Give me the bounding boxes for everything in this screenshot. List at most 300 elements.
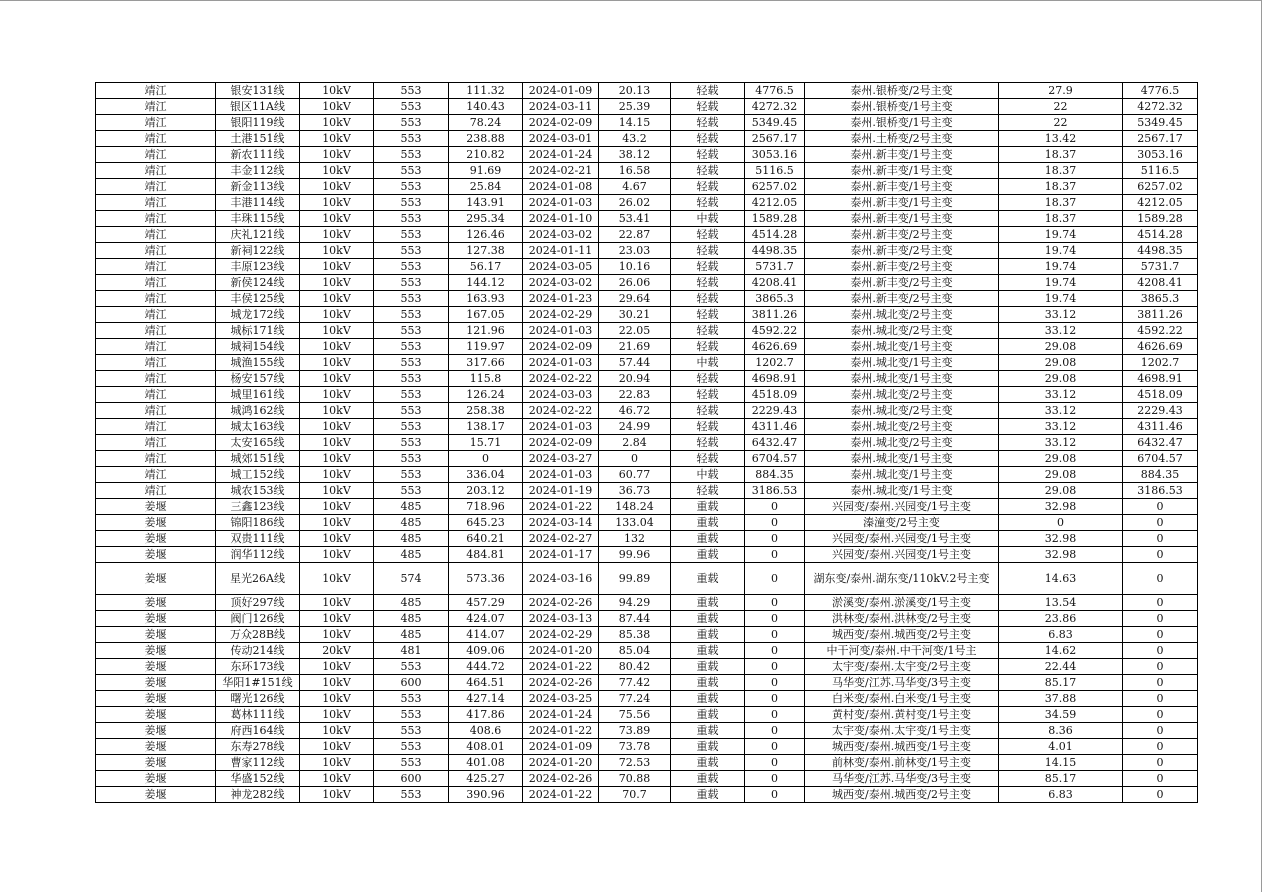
date-cell: 2024-03-02 xyxy=(523,275,599,291)
transformer-load-rate-cell: 22 xyxy=(999,115,1123,131)
line-name-cell: 新侯124线 xyxy=(216,275,300,291)
substation-transformer-cell: 泰州.新丰变/1号主变 xyxy=(805,211,999,227)
line-name-cell: 城龙172线 xyxy=(216,307,300,323)
rated-capacity-cell: 485 xyxy=(374,531,449,547)
district-cell: 靖江 xyxy=(96,467,216,483)
line-name-cell: 城郊151线 xyxy=(216,451,300,467)
line-name-cell: 银区11A线 xyxy=(216,99,300,115)
district-cell: 靖江 xyxy=(96,163,216,179)
max-load-cell: 645.23 xyxy=(449,515,523,531)
substation-transformer-cell: 泰州.城北变/2号主变 xyxy=(805,307,999,323)
load-rate-cell: 85.38 xyxy=(599,627,671,643)
remaining-capacity-cell: 3811.26 xyxy=(1123,307,1198,323)
available-capacity-cell: 0 xyxy=(745,675,805,691)
available-capacity-cell: 0 xyxy=(745,739,805,755)
rated-capacity-cell: 553 xyxy=(374,723,449,739)
table-row xyxy=(96,723,1198,739)
max-load-cell: 295.34 xyxy=(449,211,523,227)
remaining-capacity-cell: 6704.57 xyxy=(1123,451,1198,467)
load-status-cell: 轻载 xyxy=(671,131,745,147)
rated-capacity-cell: 485 xyxy=(374,547,449,563)
substation-transformer-cell: 泰州.新丰变/2号主变 xyxy=(805,227,999,243)
line-name-cell: 曙光126线 xyxy=(216,691,300,707)
load-rate-cell: 30.21 xyxy=(599,307,671,323)
available-capacity-cell: 1202.7 xyxy=(745,355,805,371)
date-cell: 2024-02-29 xyxy=(523,307,599,323)
rated-capacity-cell: 485 xyxy=(374,515,449,531)
line-name-cell: 神龙282线 xyxy=(216,787,300,803)
load-status-cell: 轻载 xyxy=(671,275,745,291)
load-rate-cell: 80.42 xyxy=(599,659,671,675)
load-status-cell: 轻载 xyxy=(671,163,745,179)
substation-transformer-cell: 泰州.城北变/1号主变 xyxy=(805,371,999,387)
load-rate-cell: 20.13 xyxy=(599,83,671,99)
load-status-cell: 轻载 xyxy=(671,291,745,307)
substation-transformer-cell: 泰州.土桥变/2号主变 xyxy=(805,131,999,147)
load-rate-cell: 26.06 xyxy=(599,275,671,291)
load-rate-cell: 132 xyxy=(599,531,671,547)
district-cell: 靖江 xyxy=(96,211,216,227)
line-name-cell: 丰珠115线 xyxy=(216,211,300,227)
remaining-capacity-cell: 0 xyxy=(1123,531,1198,547)
load-status-cell: 重载 xyxy=(671,771,745,787)
table-row xyxy=(96,739,1198,755)
district-cell: 姜堰 xyxy=(96,611,216,627)
remaining-capacity-cell: 4514.28 xyxy=(1123,227,1198,243)
load-status-cell: 重载 xyxy=(671,547,745,563)
feeder-load-table xyxy=(95,82,1198,803)
remaining-capacity-cell: 6257.02 xyxy=(1123,179,1198,195)
load-status-cell: 轻载 xyxy=(671,387,745,403)
substation-transformer-cell: 兴园变/泰州.兴园变/1号主变 xyxy=(805,499,999,515)
max-load-cell: 111.32 xyxy=(449,83,523,99)
load-status-cell: 轻载 xyxy=(671,419,745,435)
table-row xyxy=(96,659,1198,675)
load-rate-cell: 2.84 xyxy=(599,435,671,451)
date-cell: 2024-01-24 xyxy=(523,147,599,163)
line-name-cell: 丰侯125线 xyxy=(216,291,300,307)
line-name-cell: 顶好297线 xyxy=(216,595,300,611)
table-row xyxy=(96,259,1198,275)
rated-capacity-cell: 553 xyxy=(374,195,449,211)
remaining-capacity-cell: 4518.09 xyxy=(1123,387,1198,403)
max-load-cell: 401.08 xyxy=(449,755,523,771)
district-cell: 姜堰 xyxy=(96,675,216,691)
load-status-cell: 重载 xyxy=(671,691,745,707)
available-capacity-cell: 4698.91 xyxy=(745,371,805,387)
date-cell: 2024-01-20 xyxy=(523,643,599,659)
date-cell: 2024-01-03 xyxy=(523,419,599,435)
max-load-cell: 464.51 xyxy=(449,675,523,691)
district-cell: 姜堰 xyxy=(96,787,216,803)
transformer-load-rate-cell: 29.08 xyxy=(999,467,1123,483)
voltage-cell: 10kV xyxy=(300,275,374,291)
remaining-capacity-cell: 0 xyxy=(1123,755,1198,771)
available-capacity-cell: 2229.43 xyxy=(745,403,805,419)
voltage-cell: 10kV xyxy=(300,515,374,531)
load-status-cell: 重载 xyxy=(671,563,745,595)
table-row xyxy=(96,707,1198,723)
date-cell: 2024-01-19 xyxy=(523,483,599,499)
load-rate-cell: 73.78 xyxy=(599,739,671,755)
line-name-cell: 城工152线 xyxy=(216,467,300,483)
available-capacity-cell: 0 xyxy=(745,787,805,803)
line-name-cell: 丰金112线 xyxy=(216,163,300,179)
rated-capacity-cell: 553 xyxy=(374,467,449,483)
rated-capacity-cell: 553 xyxy=(374,147,449,163)
available-capacity-cell: 0 xyxy=(745,563,805,595)
voltage-cell: 10kV xyxy=(300,211,374,227)
date-cell: 2024-03-27 xyxy=(523,451,599,467)
transformer-load-rate-cell: 19.74 xyxy=(999,275,1123,291)
rated-capacity-cell: 553 xyxy=(374,83,449,99)
substation-transformer-cell: 泰州.新丰变/2号主变 xyxy=(805,259,999,275)
table-row xyxy=(96,643,1198,659)
max-load-cell: 409.06 xyxy=(449,643,523,659)
table-row xyxy=(96,339,1198,355)
transformer-load-rate-cell: 14.15 xyxy=(999,755,1123,771)
table-row xyxy=(96,371,1198,387)
available-capacity-cell: 6257.02 xyxy=(745,179,805,195)
date-cell: 2024-01-03 xyxy=(523,467,599,483)
date-cell: 2024-01-09 xyxy=(523,739,599,755)
table-row xyxy=(96,691,1198,707)
substation-transformer-cell: 泰州.城北变/2号主变 xyxy=(805,387,999,403)
transformer-load-rate-cell: 33.12 xyxy=(999,323,1123,339)
line-name-cell: 丰原123线 xyxy=(216,259,300,275)
date-cell: 2024-01-08 xyxy=(523,179,599,195)
district-cell: 靖江 xyxy=(96,435,216,451)
rated-capacity-cell: 553 xyxy=(374,179,449,195)
line-name-cell: 锦阳186线 xyxy=(216,515,300,531)
substation-transformer-cell: 泰州.银桥变/1号主变 xyxy=(805,99,999,115)
max-load-cell: 127.38 xyxy=(449,243,523,259)
load-status-cell: 轻载 xyxy=(671,99,745,115)
substation-transformer-cell: 泰州.银桥变/1号主变 xyxy=(805,115,999,131)
district-cell: 姜堰 xyxy=(96,547,216,563)
rated-capacity-cell: 553 xyxy=(374,659,449,675)
available-capacity-cell: 4498.35 xyxy=(745,243,805,259)
voltage-cell: 10kV xyxy=(300,595,374,611)
line-name-cell: 银安131线 xyxy=(216,83,300,99)
rated-capacity-cell: 553 xyxy=(374,403,449,419)
available-capacity-cell: 0 xyxy=(745,707,805,723)
rated-capacity-cell: 553 xyxy=(374,131,449,147)
date-cell: 2024-02-22 xyxy=(523,403,599,419)
transformer-load-rate-cell: 0 xyxy=(999,515,1123,531)
date-cell: 2024-02-09 xyxy=(523,339,599,355)
substation-transformer-cell: 泰州.新丰变/2号主变 xyxy=(805,291,999,307)
voltage-cell: 10kV xyxy=(300,291,374,307)
available-capacity-cell: 2567.17 xyxy=(745,131,805,147)
line-name-cell: 东环173线 xyxy=(216,659,300,675)
table-row xyxy=(96,435,1198,451)
available-capacity-cell: 0 xyxy=(745,531,805,547)
remaining-capacity-cell: 5731.7 xyxy=(1123,259,1198,275)
line-name-cell: 华阳1#151线 xyxy=(216,675,300,691)
table-row xyxy=(96,451,1198,467)
max-load-cell: 144.12 xyxy=(449,275,523,291)
line-name-cell: 太安165线 xyxy=(216,435,300,451)
available-capacity-cell: 6432.47 xyxy=(745,435,805,451)
transformer-load-rate-cell: 6.83 xyxy=(999,787,1123,803)
rated-capacity-cell: 553 xyxy=(374,435,449,451)
rated-capacity-cell: 574 xyxy=(374,563,449,595)
remaining-capacity-cell: 4212.05 xyxy=(1123,195,1198,211)
voltage-cell: 10kV xyxy=(300,163,374,179)
max-load-cell: 210.82 xyxy=(449,147,523,163)
transformer-load-rate-cell: 4.01 xyxy=(999,739,1123,755)
table-row xyxy=(96,547,1198,563)
line-name-cell: 庆礼121线 xyxy=(216,227,300,243)
district-cell: 靖江 xyxy=(96,291,216,307)
rated-capacity-cell: 485 xyxy=(374,595,449,611)
available-capacity-cell: 4518.09 xyxy=(745,387,805,403)
max-load-cell: 115.8 xyxy=(449,371,523,387)
remaining-capacity-cell: 5349.45 xyxy=(1123,115,1198,131)
voltage-cell: 10kV xyxy=(300,611,374,627)
line-name-cell: 三鑫123线 xyxy=(216,499,300,515)
substation-transformer-cell: 淤溪变/泰州.淤溪变/1号主变 xyxy=(805,595,999,611)
load-status-cell: 轻载 xyxy=(671,403,745,419)
voltage-cell: 10kV xyxy=(300,227,374,243)
rated-capacity-cell: 553 xyxy=(374,371,449,387)
load-rate-cell: 14.15 xyxy=(599,115,671,131)
substation-transformer-cell: 兴园变/泰州.兴园变/1号主变 xyxy=(805,531,999,547)
load-status-cell: 轻载 xyxy=(671,435,745,451)
max-load-cell: 15.71 xyxy=(449,435,523,451)
table-row xyxy=(96,531,1198,547)
available-capacity-cell: 0 xyxy=(745,771,805,787)
transformer-load-rate-cell: 29.08 xyxy=(999,371,1123,387)
substation-transformer-cell: 泰州.城北变/1号主变 xyxy=(805,355,999,371)
voltage-cell: 20kV xyxy=(300,643,374,659)
transformer-load-rate-cell: 14.62 xyxy=(999,643,1123,659)
line-name-cell: 城太163线 xyxy=(216,419,300,435)
transformer-load-rate-cell: 19.74 xyxy=(999,291,1123,307)
remaining-capacity-cell: 0 xyxy=(1123,691,1198,707)
remaining-capacity-cell: 0 xyxy=(1123,707,1198,723)
transformer-load-rate-cell: 22.44 xyxy=(999,659,1123,675)
district-cell: 靖江 xyxy=(96,275,216,291)
district-cell: 靖江 xyxy=(96,483,216,499)
substation-transformer-cell: 泰州.新丰变/1号主变 xyxy=(805,163,999,179)
substation-transformer-cell: 城西变/泰州.城西变/2号主变 xyxy=(805,627,999,643)
max-load-cell: 573.36 xyxy=(449,563,523,595)
load-rate-cell: 77.42 xyxy=(599,675,671,691)
rated-capacity-cell: 485 xyxy=(374,627,449,643)
transformer-load-rate-cell: 18.37 xyxy=(999,179,1123,195)
load-rate-cell: 85.04 xyxy=(599,643,671,659)
date-cell: 2024-01-22 xyxy=(523,787,599,803)
load-rate-cell: 29.64 xyxy=(599,291,671,307)
date-cell: 2024-01-22 xyxy=(523,659,599,675)
max-load-cell: 140.43 xyxy=(449,99,523,115)
date-cell: 2024-03-11 xyxy=(523,99,599,115)
remaining-capacity-cell: 1589.28 xyxy=(1123,211,1198,227)
voltage-cell: 10kV xyxy=(300,339,374,355)
load-status-cell: 重载 xyxy=(671,531,745,547)
substation-transformer-cell: 泰州.城北变/1号主变 xyxy=(805,483,999,499)
rated-capacity-cell: 553 xyxy=(374,243,449,259)
date-cell: 2024-01-11 xyxy=(523,243,599,259)
voltage-cell: 10kV xyxy=(300,435,374,451)
transformer-load-rate-cell: 29.08 xyxy=(999,339,1123,355)
remaining-capacity-cell: 0 xyxy=(1123,499,1198,515)
substation-transformer-cell: 前林变/泰州.前林变/1号主变 xyxy=(805,755,999,771)
district-cell: 靖江 xyxy=(96,259,216,275)
table-row xyxy=(96,163,1198,179)
max-load-cell: 0 xyxy=(449,451,523,467)
remaining-capacity-cell: 1202.7 xyxy=(1123,355,1198,371)
transformer-load-rate-cell: 13.42 xyxy=(999,131,1123,147)
line-name-cell: 润华112线 xyxy=(216,547,300,563)
line-name-cell: 丰港114线 xyxy=(216,195,300,211)
transformer-load-rate-cell: 18.37 xyxy=(999,147,1123,163)
load-rate-cell: 53.41 xyxy=(599,211,671,227)
load-status-cell: 重载 xyxy=(671,723,745,739)
date-cell: 2024-03-03 xyxy=(523,387,599,403)
transformer-load-rate-cell: 13.54 xyxy=(999,595,1123,611)
transformer-load-rate-cell: 29.08 xyxy=(999,483,1123,499)
rated-capacity-cell: 553 xyxy=(374,739,449,755)
voltage-cell: 10kV xyxy=(300,355,374,371)
date-cell: 2024-01-22 xyxy=(523,499,599,515)
district-cell: 靖江 xyxy=(96,99,216,115)
substation-transformer-cell: 湖东变/泰州.湖东变/110kV.2号主变 xyxy=(805,563,999,595)
line-name-cell: 星光26A线 xyxy=(216,563,300,595)
district-cell: 靖江 xyxy=(96,227,216,243)
max-load-cell: 484.81 xyxy=(449,547,523,563)
max-load-cell: 718.96 xyxy=(449,499,523,515)
transformer-load-rate-cell: 19.74 xyxy=(999,227,1123,243)
substation-transformer-cell: 马华变/江苏.马华变/3号主变 xyxy=(805,771,999,787)
remaining-capacity-cell: 0 xyxy=(1123,595,1198,611)
remaining-capacity-cell: 0 xyxy=(1123,563,1198,595)
substation-transformer-cell: 泰州.城北变/1号主变 xyxy=(805,339,999,355)
line-name-cell: 传动214线 xyxy=(216,643,300,659)
date-cell: 2024-01-03 xyxy=(523,323,599,339)
load-rate-cell: 38.12 xyxy=(599,147,671,163)
substation-transformer-cell: 泰州.城北变/1号主变 xyxy=(805,467,999,483)
max-load-cell: 203.12 xyxy=(449,483,523,499)
table-row xyxy=(96,515,1198,531)
transformer-load-rate-cell: 85.17 xyxy=(999,675,1123,691)
load-status-cell: 重载 xyxy=(671,515,745,531)
max-load-cell: 56.17 xyxy=(449,259,523,275)
available-capacity-cell: 6704.57 xyxy=(745,451,805,467)
load-rate-cell: 10.16 xyxy=(599,259,671,275)
remaining-capacity-cell: 6432.47 xyxy=(1123,435,1198,451)
voltage-cell: 10kV xyxy=(300,179,374,195)
table-row xyxy=(96,387,1198,403)
table-row xyxy=(96,403,1198,419)
line-name-cell: 阀门126线 xyxy=(216,611,300,627)
max-load-cell: 640.21 xyxy=(449,531,523,547)
available-capacity-cell: 3053.16 xyxy=(745,147,805,163)
date-cell: 2024-02-26 xyxy=(523,595,599,611)
load-status-cell: 轻载 xyxy=(671,195,745,211)
voltage-cell: 10kV xyxy=(300,371,374,387)
load-status-cell: 重载 xyxy=(671,707,745,723)
line-name-cell: 东寿278线 xyxy=(216,739,300,755)
district-cell: 姜堰 xyxy=(96,691,216,707)
date-cell: 2024-01-03 xyxy=(523,355,599,371)
transformer-load-rate-cell: 19.74 xyxy=(999,243,1123,259)
available-capacity-cell: 1589.28 xyxy=(745,211,805,227)
max-load-cell: 457.29 xyxy=(449,595,523,611)
district-cell: 靖江 xyxy=(96,195,216,211)
district-cell: 靖江 xyxy=(96,83,216,99)
rated-capacity-cell: 553 xyxy=(374,211,449,227)
table-row xyxy=(96,595,1198,611)
substation-transformer-cell: 泰州.城北变/2号主变 xyxy=(805,323,999,339)
remaining-capacity-cell: 4626.69 xyxy=(1123,339,1198,355)
district-cell: 靖江 xyxy=(96,115,216,131)
date-cell: 2024-02-26 xyxy=(523,675,599,691)
available-capacity-cell: 0 xyxy=(745,515,805,531)
max-load-cell: 336.04 xyxy=(449,467,523,483)
table-row xyxy=(96,419,1198,435)
load-rate-cell: 77.24 xyxy=(599,691,671,707)
load-status-cell: 轻载 xyxy=(671,307,745,323)
voltage-cell: 10kV xyxy=(300,499,374,515)
table-row xyxy=(96,355,1198,371)
load-rate-cell: 26.02 xyxy=(599,195,671,211)
voltage-cell: 10kV xyxy=(300,83,374,99)
table-row xyxy=(96,243,1198,259)
voltage-cell: 10kV xyxy=(300,259,374,275)
available-capacity-cell: 4311.46 xyxy=(745,419,805,435)
date-cell: 2024-02-26 xyxy=(523,771,599,787)
load-status-cell: 轻载 xyxy=(671,339,745,355)
max-load-cell: 121.96 xyxy=(449,323,523,339)
max-load-cell: 91.69 xyxy=(449,163,523,179)
substation-transformer-cell: 泰州.新丰变/1号主变 xyxy=(805,179,999,195)
district-cell: 靖江 xyxy=(96,419,216,435)
district-cell: 靖江 xyxy=(96,131,216,147)
rated-capacity-cell: 553 xyxy=(374,355,449,371)
voltage-cell: 10kV xyxy=(300,467,374,483)
table-row xyxy=(96,227,1198,243)
available-capacity-cell: 0 xyxy=(745,611,805,627)
table-row xyxy=(96,499,1198,515)
page-border-top xyxy=(0,0,1262,1)
line-name-cell: 城里161线 xyxy=(216,387,300,403)
available-capacity-cell: 0 xyxy=(745,499,805,515)
table-row xyxy=(96,275,1198,291)
load-status-cell: 重载 xyxy=(671,675,745,691)
max-load-cell: 143.91 xyxy=(449,195,523,211)
district-cell: 靖江 xyxy=(96,323,216,339)
load-rate-cell: 94.29 xyxy=(599,595,671,611)
remaining-capacity-cell: 0 xyxy=(1123,643,1198,659)
remaining-capacity-cell: 3186.53 xyxy=(1123,483,1198,499)
substation-transformer-cell: 城西变/泰州.城西变/1号主变 xyxy=(805,739,999,755)
transformer-load-rate-cell: 23.86 xyxy=(999,611,1123,627)
transformer-load-rate-cell: 14.63 xyxy=(999,563,1123,595)
rated-capacity-cell: 553 xyxy=(374,163,449,179)
rated-capacity-cell: 553 xyxy=(374,387,449,403)
transformer-load-rate-cell: 32.98 xyxy=(999,547,1123,563)
load-rate-cell: 36.73 xyxy=(599,483,671,499)
substation-transformer-cell: 白米变/泰州.白米变/1号主变 xyxy=(805,691,999,707)
district-cell: 姜堰 xyxy=(96,499,216,515)
voltage-cell: 10kV xyxy=(300,723,374,739)
date-cell: 2024-02-29 xyxy=(523,627,599,643)
remaining-capacity-cell: 0 xyxy=(1123,659,1198,675)
substation-transformer-cell: 泰州.新丰变/2号主变 xyxy=(805,243,999,259)
